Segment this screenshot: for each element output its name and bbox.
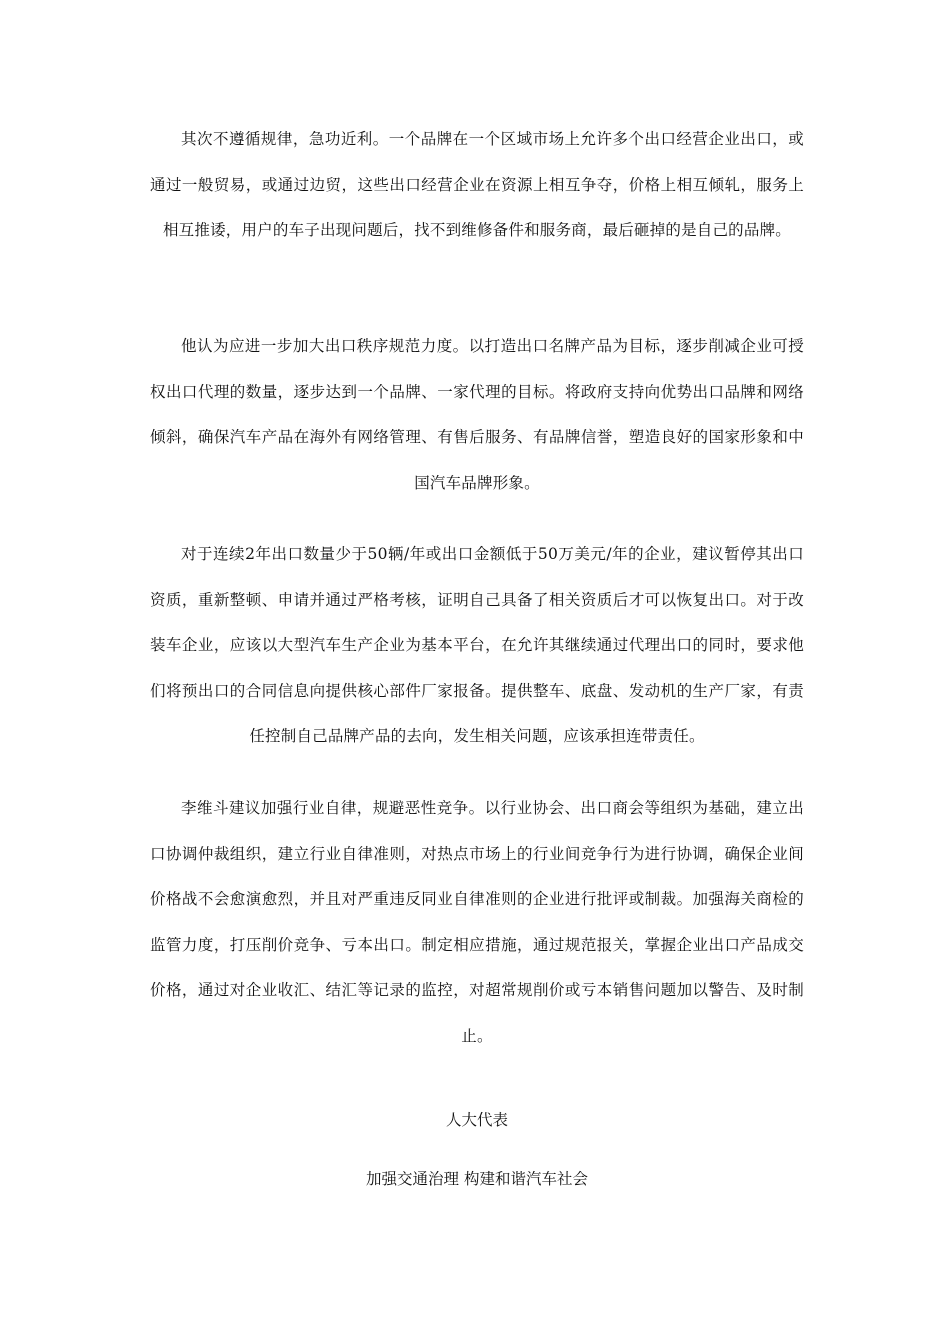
paragraph-4: 李维斗建议加强行业自律，规避恶性竞争。以行业协会、出口商会等组织为基础，建立出口协调仲裁组织，建立行业自律准则，对热点市场上的行业间竞争行为进行协调，确保企业间价格战不会愈演愈烈，并且对严重违反同业自律准则的企业进行批评或制裁。加强海关商检的监管力度，打压削价竞争、亏本出口。制定相应措施，通过规范报关，掌握企业出口产品成交价格，通过对企业收汇、结汇等记录的监控，对超常规削价或亏本销售问题加以警告、及时制止。 — [150, 799, 804, 1045]
paragraph-3: 对于连续2年出口数量少于50辆/年或出口金额低于50万美元/年的企业，建议暂停其出口资质，重新整顿、申请并通过严格考核，证明自己具备了相关资质后才可以恢复出口。对于改装车企业，应该以大型汽车生产企业为基本平台，在允许其继续通过代理出口的同时，要求他们将预出口的合同信息向提供核心部件厂家报备。提供整车、底盘、发动机的生产厂家，有责任控制自己品牌产品的去向，发生相关问题，应该承担连带责任。 — [150, 545, 804, 745]
paragraph-2: 他认为应进一步加大出口秩序规范力度。以打造出口名牌产品为目标，逐步削减企业可授权出口代理的数量，逐步达到一个品牌、一家代理的目标。将政府支持向优势出口品牌和网络倾斜，确保汽车产品在海外有网络管理、有售后服务、有品牌信誉，塑造良好的国家形象和中国汽车品牌形象。 — [150, 337, 804, 492]
section-title: 加强交通治理 构建和谐汽车社会 — [366, 1170, 588, 1188]
paragraph-1: 其次不遵循规律，急功近利。一个品牌在一个区域市场上允许多个出口经营企业出口，或通过一般贸易，或通过边贸，这些出口经营企业在资源上相互争夺，价格上相互倾轧，服务上相互推诿，用户的车子出现问题后，找不到维修备件和服务商，最后砸掉的是自己的品牌。 — [150, 130, 804, 239]
section-label: 人大代表 — [445, 1111, 508, 1129]
